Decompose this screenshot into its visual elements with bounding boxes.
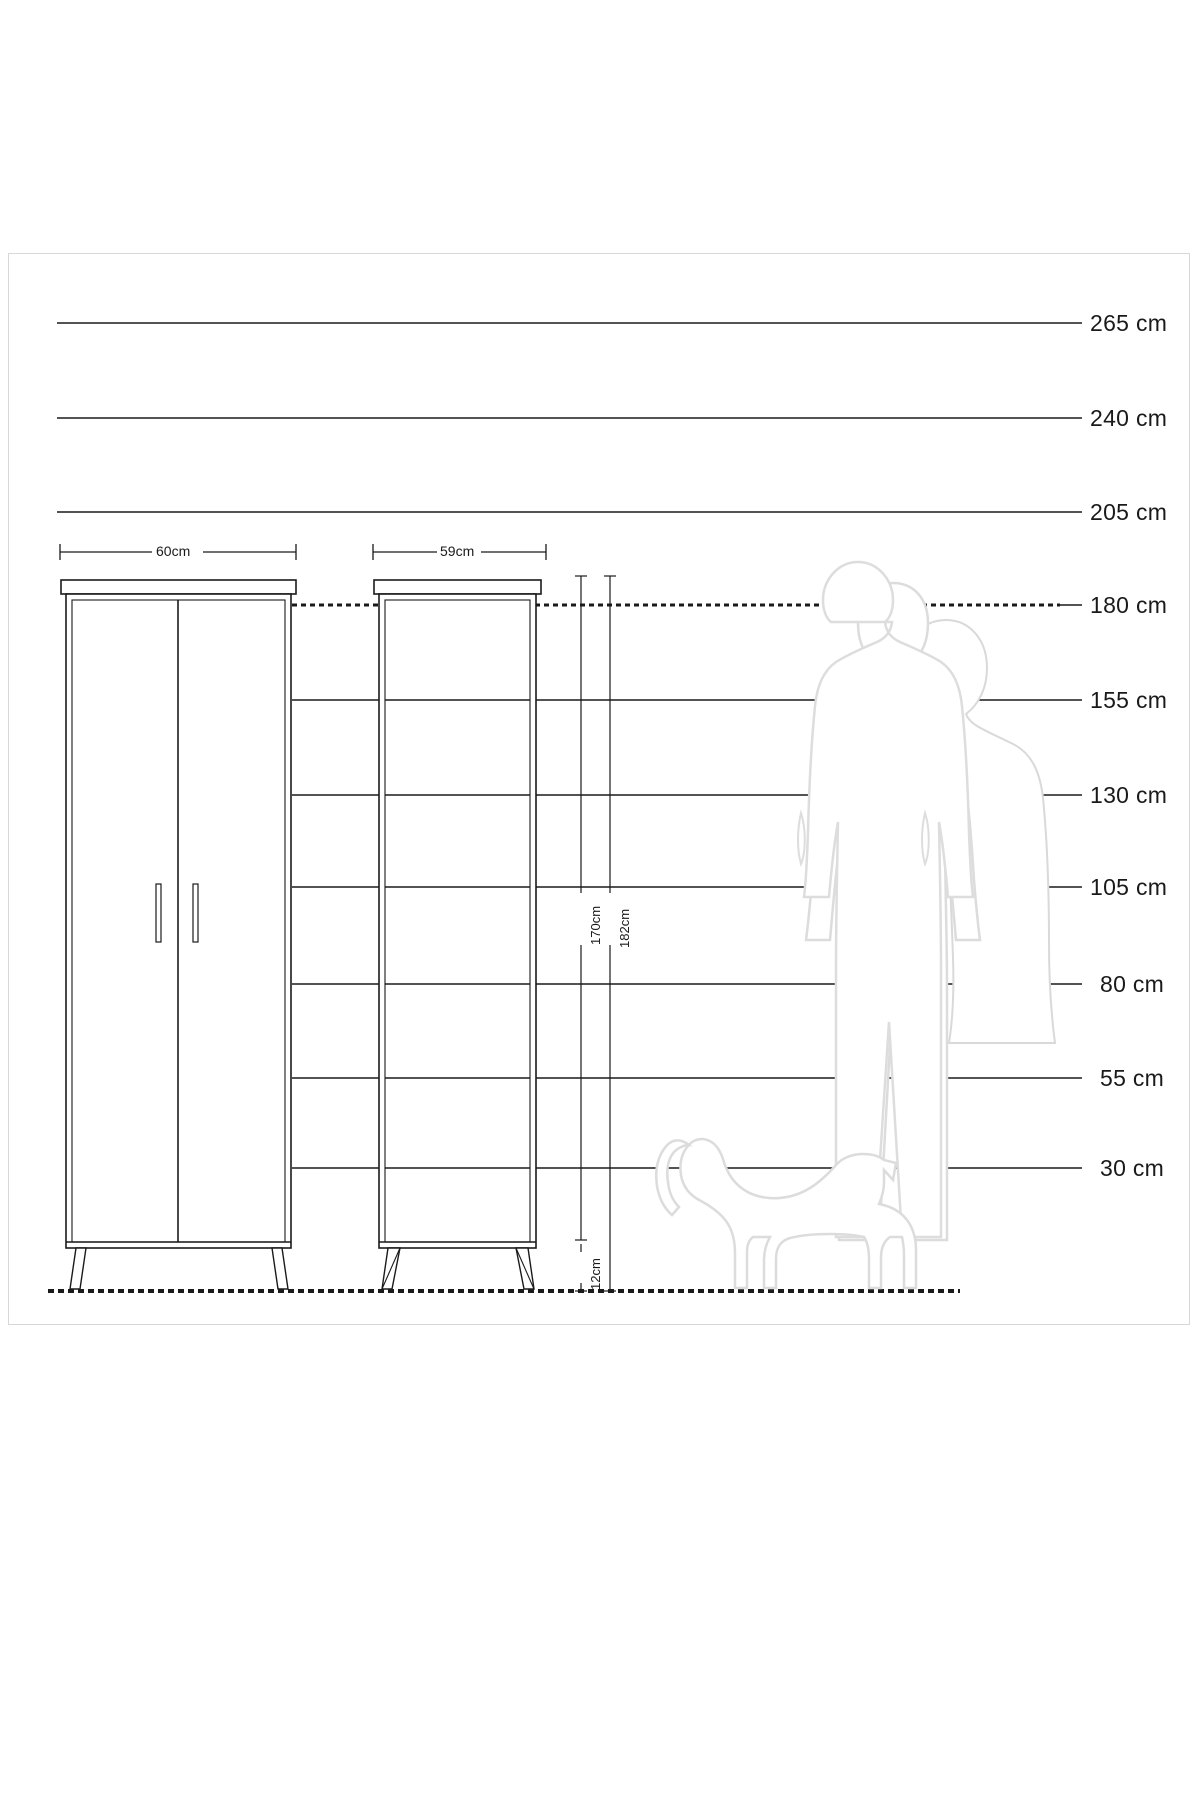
scale-label-80: 80 cm (1100, 971, 1165, 997)
width-label-60: 60cm (156, 543, 191, 559)
wardrobe (61, 580, 296, 1289)
height-label-12: 12cm (588, 1258, 603, 1290)
wardrobe-leg-left (70, 1248, 86, 1289)
scale-ticks (1060, 323, 1082, 1168)
wardrobe-leg-right (272, 1248, 288, 1289)
scale-label-130: 130 cm (1090, 782, 1168, 808)
height-dimension-182 (604, 576, 616, 1291)
scale-label-180: 180 cm (1090, 592, 1168, 618)
wardrobe-handle-left (156, 884, 161, 942)
height-dimension-12 (575, 1244, 587, 1291)
tall-cabinet (374, 580, 541, 1289)
width-label-59: 59cm (440, 543, 475, 559)
scale-label-105: 105 cm (1090, 874, 1168, 900)
wardrobe-handle-right (193, 884, 198, 942)
scale-label-30: 30 cm (1100, 1155, 1165, 1181)
scale-label-205: 205 cm (1090, 499, 1168, 525)
cat-silhouette (656, 1139, 916, 1288)
scale-label-265: 265 cm (1090, 310, 1168, 336)
height-label-182: 182cm (617, 908, 632, 948)
height-label-170: 170cm (588, 905, 603, 945)
height-dimension-170 (575, 576, 587, 1240)
scale-label-155: 155 cm (1090, 687, 1168, 713)
scale-label-55: 55 cm (1100, 1065, 1165, 1091)
scale-label-240: 240 cm (1090, 405, 1168, 431)
